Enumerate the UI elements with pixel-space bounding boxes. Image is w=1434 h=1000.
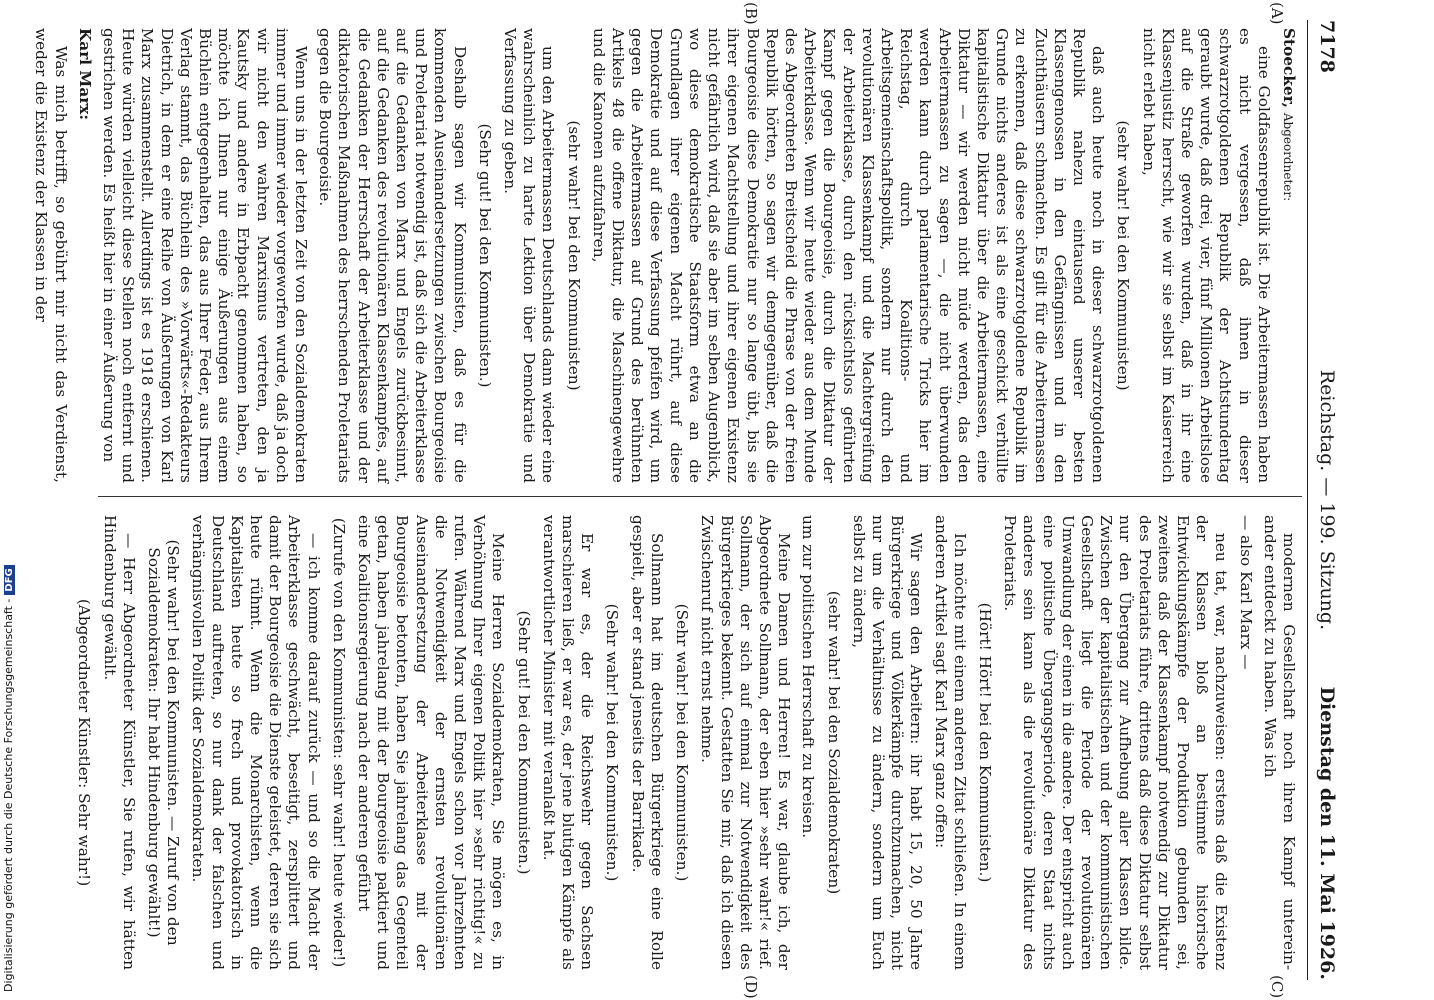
session-date: Dienstag den 11. Mai 1926. [1316,686,1338,980]
interjection: (Zurufe von den Kommunisten: sehr wahr! heute wieder!) [329,517,348,968]
speaker-line [1278,28,1298,483]
paragraph: — Herr Abgeordneter Künstler, Sie rufen, wir hätten Hindenburg gewählt. [100,515,138,970]
paragraph: eine Goldfassenrepublik ist. Die Arbeitermassen haben es nicht vergessen, daß ihnen in dieser schwarzrotgoldenen Republik der Achtstundentag geraubt wurde, daß drei, vier, fünf Millionen Arbeitslose auf die Straße geworfen wurden, daß in ihr eine Klassenjustiz herrscht, wie wir sie selbst im Kaiserreich nicht erlebt haben, [1139,28,1273,483]
page-header [1312,20,1338,980]
paragraph: um zur politischen Herrschaft zu kreisen. [799,515,818,839]
document-page [32,0,1348,1000]
interjection: (sehr wahr! bei den Kommunisten) [1114,120,1133,391]
paragraph: Deshalb sagen wir Kommunisten, daß es für die kommenden Auseinandersetzungen zwischen Bourgeoisie und Proletariat notwendig ist, daß sich die Arbeiterklasse auf die Gedanken von Marx und Engels zurückbesinnt, auf die Gedanken des revolutionären Klassenkampfes, auf die Gedanken der Herrschaft der Arbeiterklasse und der diktatorischen Maßnahmen des herrschenden Proletariats gegen die Bourgeoisie. [316,28,469,483]
margin-mark-c: (C) [1268,975,1286,999]
left-column [26,28,1298,483]
paragraph: daß auch heute noch in dieser schwarzrotgoldenen Republik nahezu eintausend unserer besten Klassengenossen in den Gefängnissen und in den Zuchthäusern schmachten. Es gilt für die Arbeitermassen zu erkennen, daß diese schwarzrotgoldene Republik im Grunde nichts anderes ist als eine geschickt verhüllte kapitalistische Diktatur über die Arbeitermassen, eine Diktatur — wir werden nicht müde werden, das den Arbeitermassen zu sagen —, die nicht überwunden werden kann durch parlamentarische Tricks hier im Reichstag, durch Koalitions- und Arbeitsgemeinschaftspolitik, sondern nur durch den revolutionären Klassenkampf und die Machtergreifung der Arbeiterklasse, durch den rücksichtslos geführten Kampf gegen die Bourgeoisie, durch die Diktatur der Arbeiterklasse. Wenn wir heute wieder aus dem Munde des Abgeordneten Breitscheid die Phrase von der freien Republik hörten, so sagen wir demgegenüber, daß die Bourgeoisie diese Demokratie nur so lange übt, bis sie ihrer eigenen Machtstellung und ihrer eigenen Existenz nicht gefährlich wird, daß sie aber im selben Augenblick, wo diese demokratische Staatsform etwa an die Grundlagen ihrer eigenen Macht rührt, auf diese Demokratie und auf diese Verfassung pfeifen wird, um gegen die Arbeitermassen auf Grund des berühmten Artikels 48 die offene Diktatur, die Maschinengewehre und die Kanonen aufzufahren, [589,28,1108,483]
paragraph: Wenn uns in der letzten Zeit von den Sozialdemokraten immer und immer wieder vorgeworfen wurde, daß ja doch wir nicht den wahren Marxismus vertreten, den ja Kautsky und andere in Erbpacht genommen haben, so möchte ich Ihnen nur einige Äußerungen aus einem Büchlein entgegenhalten, das aus Ihrer Feder, aus Ihrem Verlag stammt, das Büchlein des »Vorwärts«-Redakteurs Dietrich, in dem er eine Reihe von Äußerungen von Karl Marx zusammenstellt. Allerdings ist es 1918 erschienen. Heute würden vielleicht diese Stellen noch entfernt und gestrichen werden. Es heißt hier in einer Äußerung von [100,28,311,483]
dfg-logo: DFG [4,565,15,594]
interjection: (Sehr gut! bei den Kommunisten.) [514,610,533,875]
quote-heading: Karl Marx: [75,28,94,121]
right-column [68,515,1298,970]
margin-mark-d: (D) [742,975,760,999]
column-divider [98,496,1302,497]
footer-text: Digitalisierung gefördert durch die Deutsche Forschungsgemeinschaft - [2,598,15,992]
interjection: (Abgeordneter Künstler: Sehr wahr!) [75,598,94,887]
paragraph: Er war es, der die Reichswehr gegen Sachsen marschieren ließ, er war es, der jene blutigen Kämpfe als verantwortlicher Minister mit veranlaßt hat. [539,515,597,970]
paragraph: — ich komme darauf zurück — und so die Macht der Arbeiterklasse geschwächt, beseitigt, zersplittert und damit der Bourgeoisie die Dienste geleistet, deren sie sich heute rühmt. Wenn die Monarchisten, wenn die Kapitalisten heute so frech und provokatorisch in Deutschland auftreten, so nur dank der falschen und verhängnisvollen Politik der Sozialdemokraten. [189,515,323,970]
margin-mark-b: (B) [742,2,760,25]
paragraph: neu tat, war, nachzuweisen: erstens daß die Existenz der Klassen bloß an bestimmte historische Entwicklungskämpfe der Produktion gebunden sei, zweitens daß der Klassenkampf notwendig zur Diktatur des Proletariats führe, drittens daß diese Diktatur selbst nur den Übergang zur Aufhebung aller Klassen bilde. Zwischen der kapitalistischen und der kommunistischen Gesellschaft liegt die Periode der revolutionären Umwandlung der einen in die andere. Der entspricht auch eine politische Übergangsperiode, deren Staat nichts anderes sein kann als die revolutionäre Diktatur des Proletariats. [1001,515,1231,970]
paragraph: modernen Gesellschaft noch ihren Kampf unterein- ander entdeckt zu haben. Was ich [1260,515,1298,970]
footer-credit [2,2,15,992]
session-title: Reichstag. — 199. Sitzung. [1316,369,1338,631]
margin-mark-a: (A) [1268,2,1286,25]
page-number: 7178 [1316,20,1338,73]
speaker-name: Stoecker, [1280,28,1298,108]
interjection: (sehr wahr! bei den Sozialdemokraten) [824,590,843,895]
speaker-role: Abgeordneter: [1281,112,1295,202]
paragraph: Meine Damen und Herren! Es war, glaube ich, der Abgeordnete Sollmann, der eben hier »sehr wahr!« rief. Sollmann, der sich auf einmal zur Notwendigkeit des Bürgerkrieges bekennt. Gestatten Sie mir, daß ich diesen Zwischenruf nicht ernst nehme. [698,515,794,970]
paragraph: Was mich betrifft, so gebührt mir nicht das Verdienst, weder die Existenz der Klassen in der [32,28,70,483]
paragraph: Wir sagen den Arbeitern: ihr habt 15, 20, 50 Jahre Bürgerkriege und Völkerkämpfe durchzumachen, nicht nur um die Verhältnisse zu ändern, sondern um Euch selbst zu ändern, [849,515,926,970]
interjection: (Hört! Hört! bei den Kommunisten.) [975,602,994,883]
interjection: (Sehr wahr! bei den Kommunisten. — Zuruf von den Sozialdemokraten: Ihr habt Hindenburg gewählt!) [145,539,183,946]
interjection: (sehr wahr! bei den Kommunisten) [564,120,583,391]
footer [2,2,16,992]
header-rule [1307,20,1308,980]
paragraph: Sollmann hat im deutschen Bürgerkriege eine Rolle gespielt, aber er stand jenseits der Barrikade. [628,515,666,970]
paragraph: — also Karl Marx — [1236,515,1255,670]
interjection: (Sehr wahr! bei den Kommunisten.) [603,603,622,882]
paragraph: Meine Herren Sozialdemokraten, Sie mögen es, in Verhöhnung Ihrer eigenen Politik hier »sehr richtig!« zu rufen. Während Marx und Engels schon vor Jahrzehnten die Notwendigkeit der ernsten revolutionären Auseinandersetzung der Arbeiterklasse mit der Bourgeoisie betonten, haben Sie jahrelang das Gegenteil getan, haben jahrelang mit der Bourgeoisie paktiert und eine Koalitionsregierung nach der anderen geführt [355,515,508,970]
interjection: (Sehr gut! bei den Kommunisten.) [475,123,494,388]
paragraph: um den Arbeitermassen Deutschlands dann wieder eine wahrscheinlich zu harte Lektion über Demokratie und Verfassung zu geben. [501,28,558,483]
paragraph: Ich möchte mit einem anderen Zitat schließen. In einem anderen Artikel sagt Karl Marx ganz offen: [931,515,969,970]
interjection: (Sehr wahr! bei den Kommunisten.) [673,603,692,882]
